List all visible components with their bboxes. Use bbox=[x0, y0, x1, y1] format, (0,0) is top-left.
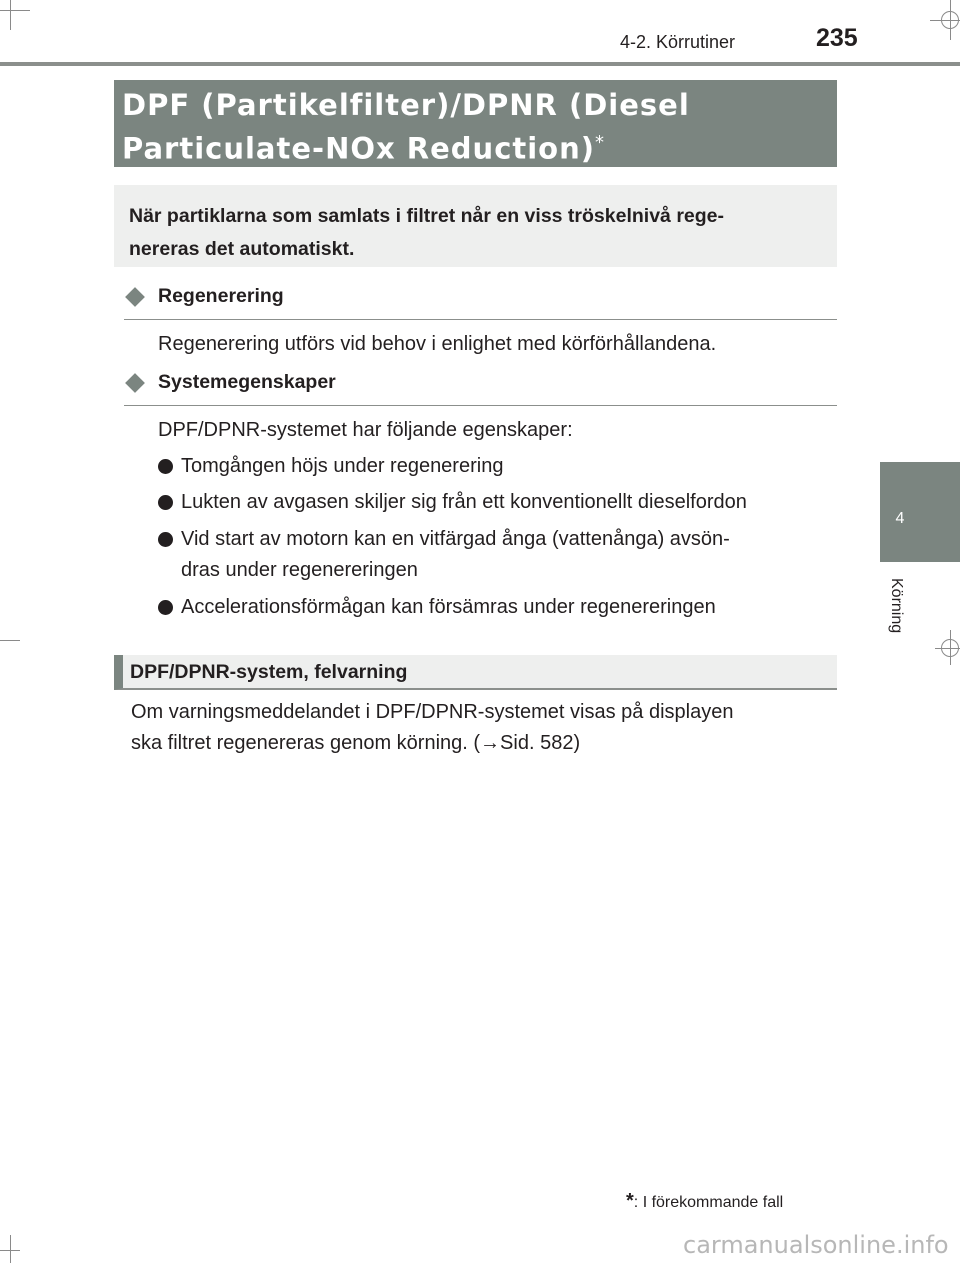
page-title-line1: DPF (Partikelfilter)/DPNR (Diesel bbox=[122, 88, 690, 122]
header-rule bbox=[0, 62, 960, 66]
intro-line1: När partiklarna som samlats i filtret når en viss tröskelnivå rege- bbox=[129, 205, 724, 227]
crop-mark bbox=[0, 10, 30, 11]
bullet-icon bbox=[158, 600, 173, 615]
subheading-label: DPF/DPNR-system, felvarning bbox=[130, 661, 408, 683]
chapter-label: Körning bbox=[888, 578, 905, 634]
footnote-marker: * bbox=[595, 132, 606, 153]
page-title-line2 bbox=[122, 124, 837, 168]
subheading-features bbox=[124, 371, 837, 406]
warning-text-line2: ska filtret regenereras genom körning. (→Sid. 582) bbox=[131, 732, 581, 754]
crop-mark bbox=[10, 0, 11, 30]
diamond-icon bbox=[125, 287, 145, 307]
intro-line2: nereras det automatiskt. bbox=[129, 238, 355, 260]
footnote-star: * bbox=[626, 1190, 634, 1212]
feature-item: Accelerationsförmågan kan försämras under regenereringen bbox=[181, 596, 716, 618]
crop-mark bbox=[0, 640, 20, 641]
feature-item: Vid start av motorn kan en vitfärgad ånga (vattenånga) avsön- bbox=[181, 528, 730, 550]
crop-mark bbox=[10, 1235, 11, 1263]
subheading-label: Regenerering bbox=[158, 285, 284, 307]
footnote bbox=[626, 1190, 783, 1213]
feature-item-continued: dras under regenereringen bbox=[181, 559, 418, 581]
crop-mark bbox=[941, 639, 959, 657]
footnote-text: : I förekommande fall bbox=[633, 1194, 784, 1211]
intro-box bbox=[114, 185, 837, 267]
features-intro: DPF/DPNR-systemet har följande egenskaper: bbox=[158, 419, 573, 441]
crop-mark bbox=[941, 11, 959, 29]
bullet-icon bbox=[158, 532, 173, 547]
bullet-icon bbox=[158, 459, 173, 474]
regeneration-text: Regenerering utförs vid behov i enlighet med körförhållandena. bbox=[158, 333, 717, 355]
subheading-warning bbox=[114, 655, 837, 690]
section-label: 4-2. Körrutiner bbox=[620, 32, 736, 52]
page-title-line2-text: Particulate-NOx Reduction) bbox=[122, 131, 596, 166]
feature-item: Tomgången höjs under regenerering bbox=[181, 455, 504, 477]
watermark: carmanualsonline.info bbox=[683, 1231, 949, 1259]
chapter-number: 4 bbox=[895, 510, 905, 527]
subheading-regeneration bbox=[124, 285, 837, 320]
diamond-icon bbox=[125, 373, 145, 393]
page-title bbox=[114, 80, 837, 167]
bullet-icon bbox=[158, 495, 173, 510]
feature-item: Lukten av avgasen skiljer sig från ett konventionellt dieselfordon bbox=[181, 491, 747, 513]
subheading-label: Systemegenskaper bbox=[158, 371, 336, 393]
page-number: 235 bbox=[816, 24, 858, 52]
warning-text-line1: Om varningsmeddelandet i DPF/DPNR-systemet visas på displayen bbox=[131, 701, 734, 723]
